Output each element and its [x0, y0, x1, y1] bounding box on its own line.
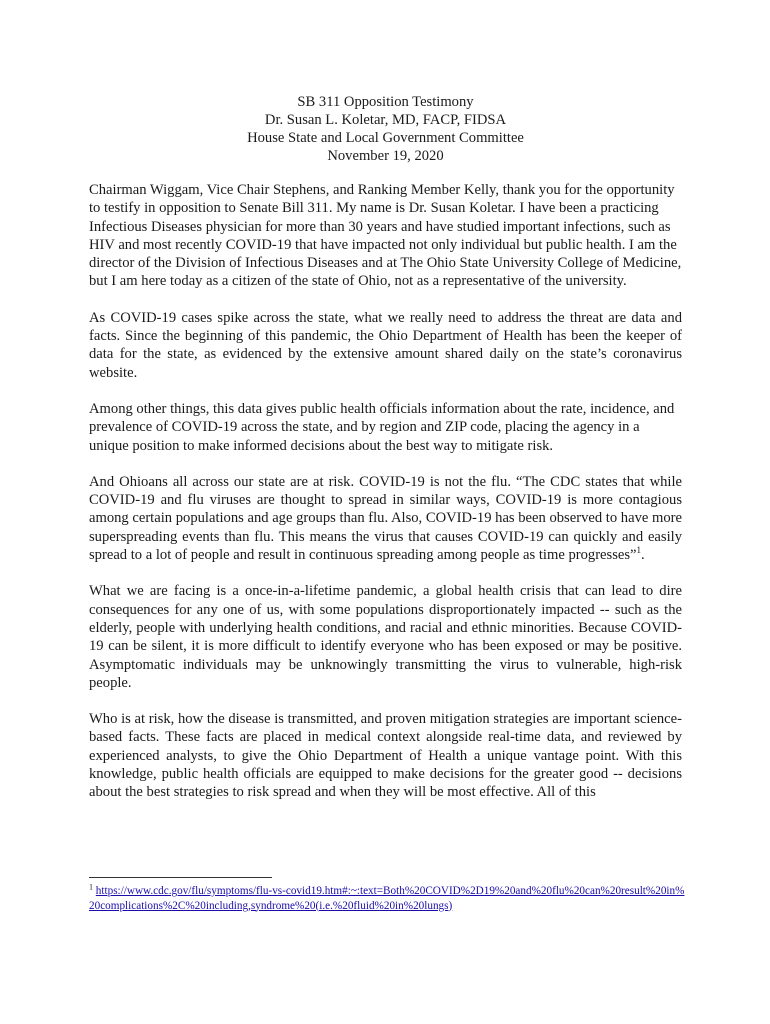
footnote-number: 1 [89, 882, 93, 892]
footnote-divider [89, 877, 272, 878]
heading-author: Dr. Susan L. Koletar, MD, FACP, FIDSA [264, 112, 507, 128]
paragraph-science-based-facts: Who is at risk, how the disease is transmitted, and proven mitigation strategies are important science-based facts. These facts are placed in medical context alongside real-time data, and reviewed by experienced analysts, to give the Ohio Department of Health a unique vantage point. With this knowledge, public health officials are equipped to make decisions for the greater good -- decisions about the best strategies to risk spread and when they will be most effective. All of this [89, 711, 682, 801]
paragraph-introduction: Chairman Wiggam, Vice Chair Stephens, and Ranking Member Kelly, thank you for the opportunity to testify in opposition to Senate Bill 311. My name is Dr. Susan Koletar. I have been a practicing Infectious Diseases physician for more than 30 years and have studied important infections, such as HIV and most recently COVID-19 that have impacted not only individual but public health. I am the director of the Division of Infectious Diseases and at The Ohio State University College of Medicine, but I am here today as a citizen of the state of Ohio, not as a representative of the university. [89, 182, 682, 290]
paragraph-covid-not-flu-text: And Ohioans all across our state are at risk. COVID-19 is not the flu. “The CDC states that while COVID-19 and flu viruses are thought to spread in similar ways, COVID-19 is more contagious among certain populations and age groups than flu. Also, COVID-19 has been observed to have more superspreading events than flu. This means the virus that causes COVID-19 can quickly and easily spread to a lot of people and result in continuous spreading among people as time progresses” [89, 473, 682, 564]
paragraph-covid-not-flu [89, 473, 682, 564]
heading-date: November 19, 2020 [327, 148, 444, 164]
footnote [89, 884, 689, 913]
heading-committee: House State and Local Government Committee [247, 130, 524, 146]
heading-title: SB 311 Opposition Testimony [297, 94, 474, 110]
paragraph-global-health-crisis: What we are facing is a once-in-a-lifetime pandemic, a global health crisis that can lead to dire consequences for any one of us, with some populations disproportionately impacted -- such as the elderly, people with underlying health conditions, and racial and ethnic minorities. Because COVID-19 can be silent, it is more difficult to identify everyone who has been exposed or may be positive. Asymptomatic individuals may be unknowingly transmitting the virus to vulnerable, high-risk people. [89, 583, 682, 691]
paragraph-covid-not-flu-end: . [641, 547, 645, 564]
paragraph-data-and-facts: As COVID-19 cases spike across the state, what we really need to address the threat are data and facts. Since the beginning of this pandemic, the Ohio Department of Health has been the keeper of data for the state, as evidenced by the extensive amount shared daily on the state’s coronavirus website. [89, 309, 682, 381]
paragraph-public-health-info: Among other things, this data gives public health officials information about the rate, incidence, and prevalence of COVID-19 across the state, and by region and ZIP code, placing the agency in a unique position to make informed decisions about the best way to mitigate risk. [89, 400, 675, 454]
testimony-heading [89, 93, 682, 165]
footnote-link[interactable]: https://www.cdc.gov/flu/symptoms/flu-vs-covid19.htm#:~:text=Both%20COVID%2D19%20and%20flu%20can%20result%20in%20complications%2C%20including,syndrome%20(i.e.%20fluid%20in%20lungs) [89, 885, 685, 912]
footnote-reference[interactable]: 1 [636, 545, 642, 556]
